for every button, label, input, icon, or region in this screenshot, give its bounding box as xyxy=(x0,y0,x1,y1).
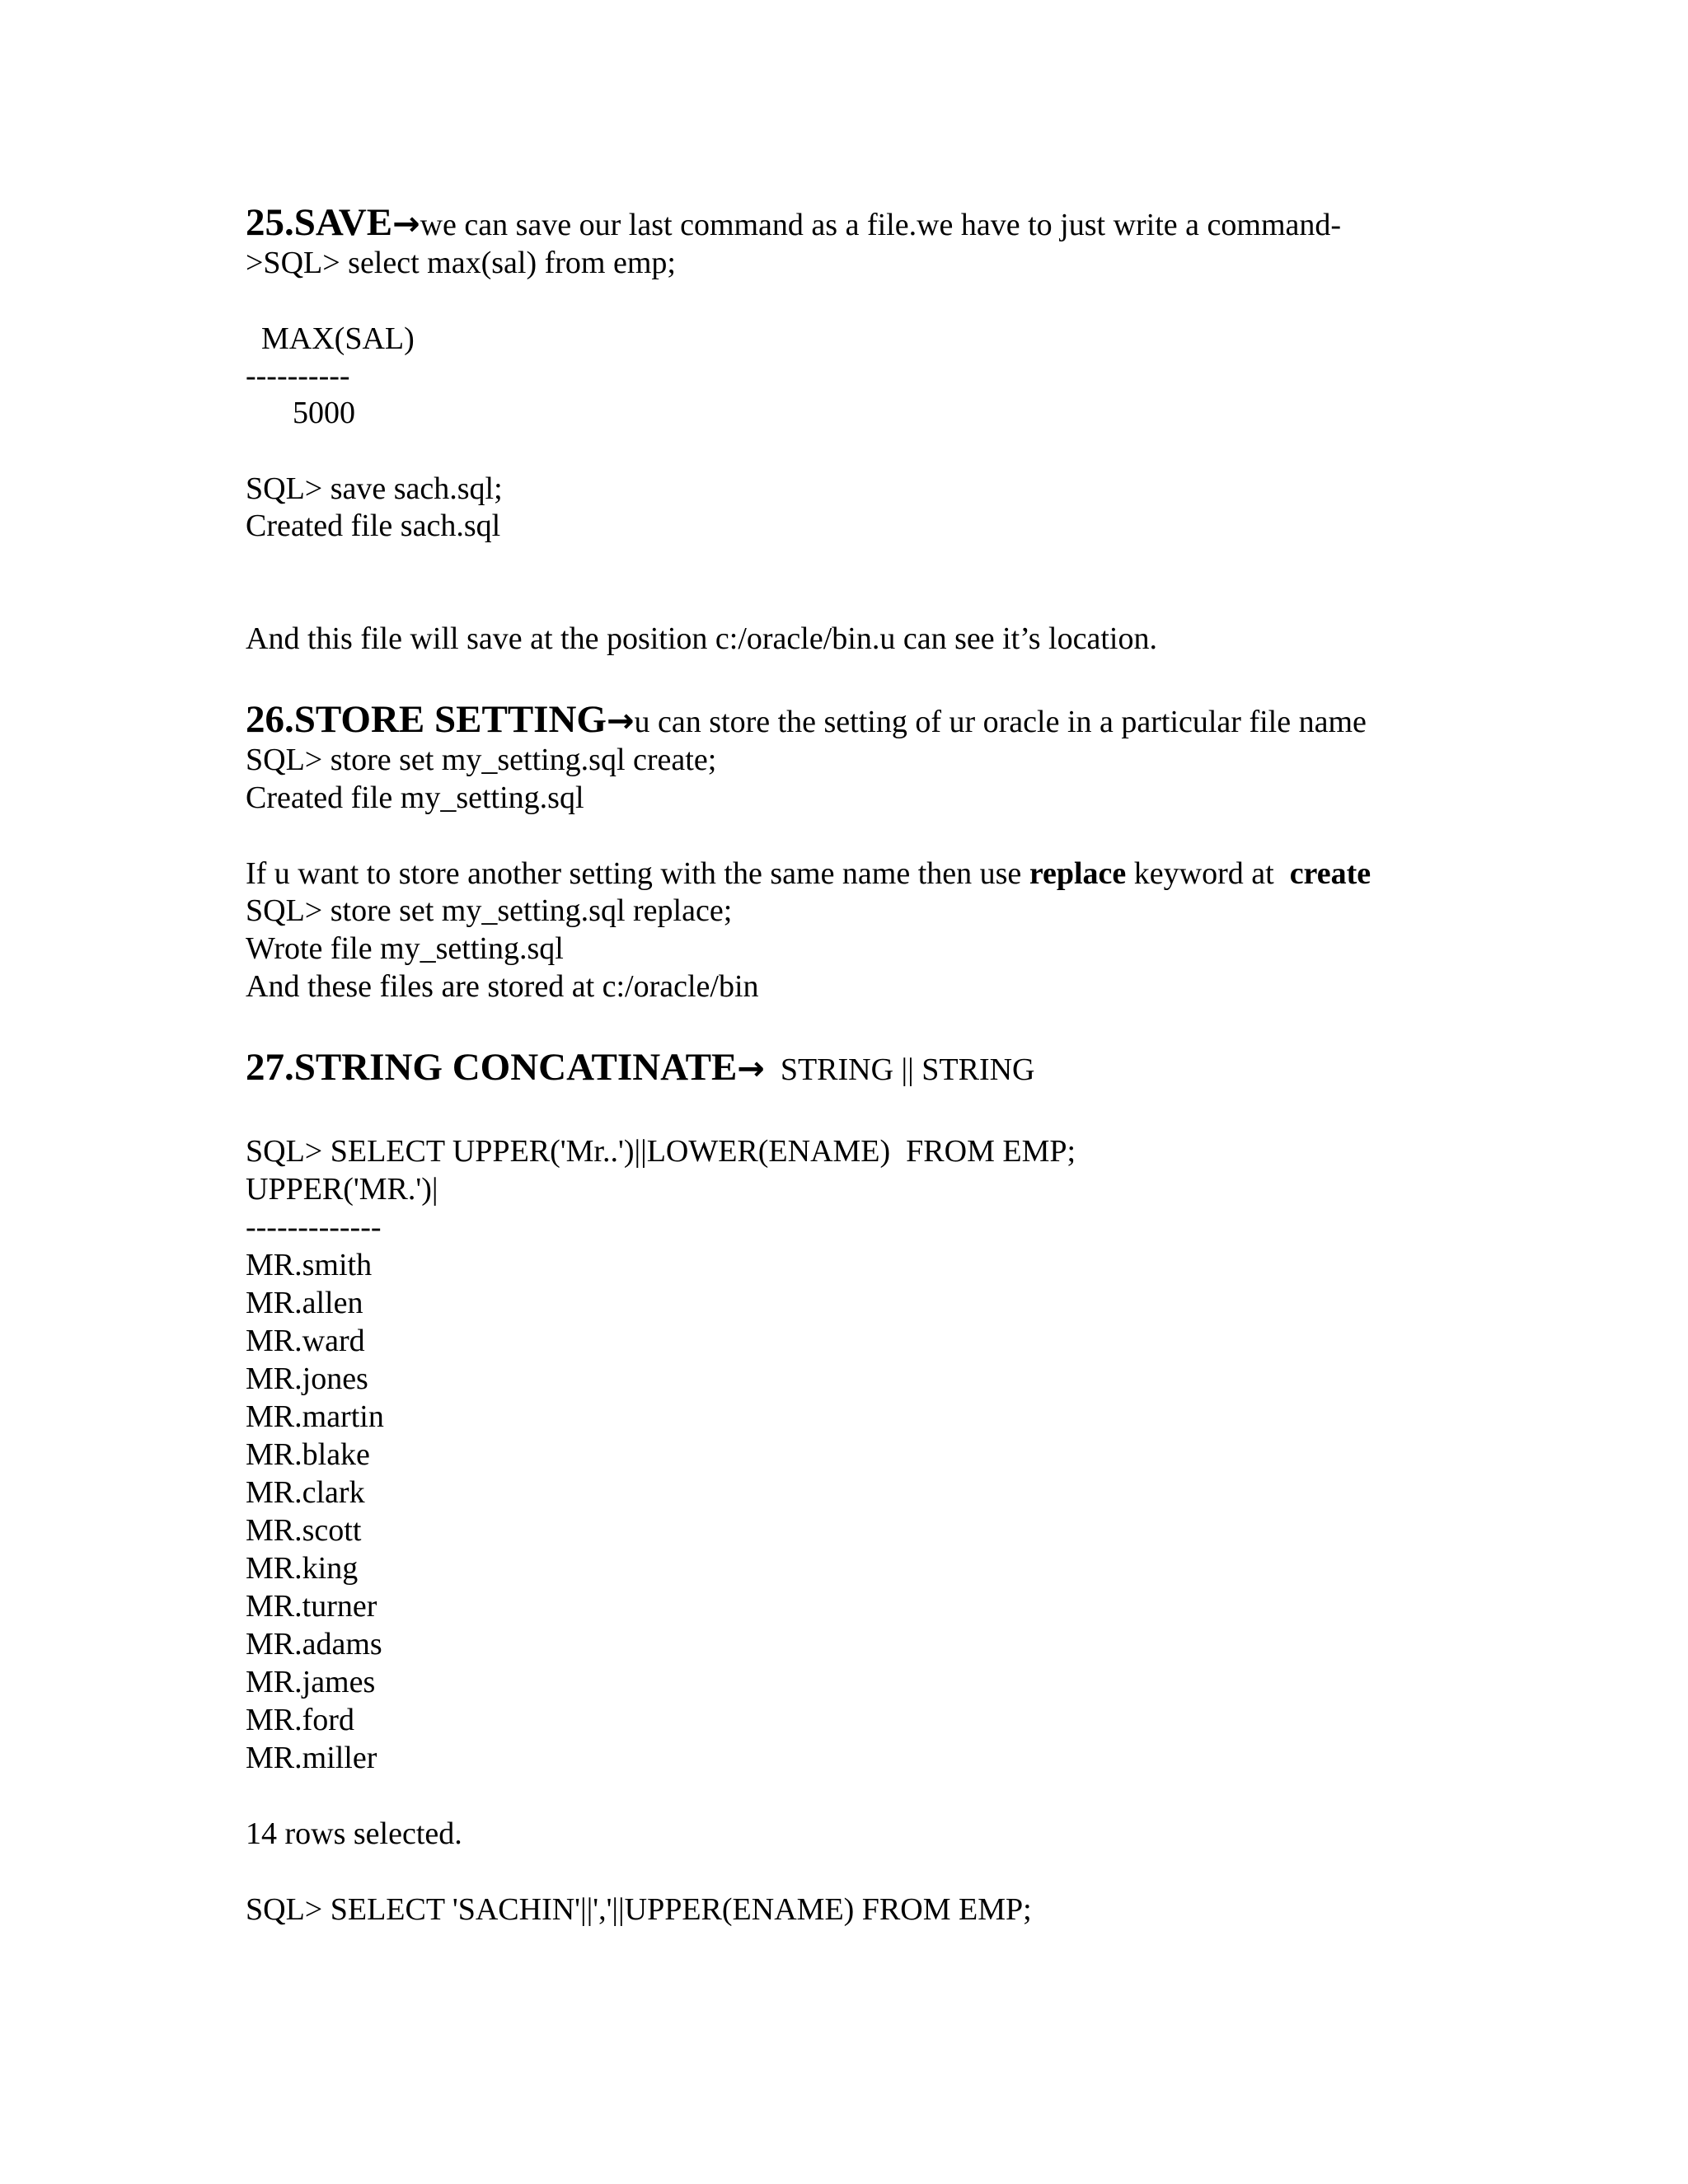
arrow-right-icon: → xyxy=(606,702,635,740)
save-divider: ---------- xyxy=(246,359,350,393)
list-item: MR.jones xyxy=(246,1361,368,1396)
concat-command-1: SQL> SELECT UPPER('Mr..')||LOWER(ENAME) FROM EMP; xyxy=(246,1134,1076,1169)
save-heading-line xyxy=(246,201,1342,244)
store-heading: 26.STORE SETTING xyxy=(246,698,607,741)
store-replace-line xyxy=(246,855,1371,893)
store-command-1: SQL> store set my_setting.sql create; xyxy=(246,743,717,777)
save-intro: we can save our last command as a file.we have to just write a command- xyxy=(420,208,1342,242)
concat-heading-line xyxy=(246,1048,1035,1089)
replace-keyword: replace xyxy=(1029,856,1127,891)
store-replace-pre: If u want to store another setting with the same name then use xyxy=(246,856,1029,891)
save-column-header: MAX(SAL) xyxy=(246,321,415,356)
save-heading: 25.SAVE xyxy=(246,201,393,244)
concat-divider: ------------- xyxy=(246,1210,382,1244)
list-item: MR.james xyxy=(246,1665,376,1699)
list-item: MR.miller xyxy=(246,1741,377,1775)
store-note: And these files are stored at c:/oracle/bin xyxy=(246,969,759,1004)
list-item: MR.adams xyxy=(246,1627,382,1661)
save-value: 5000 xyxy=(246,396,355,430)
concat-rows-selected: 14 rows selected. xyxy=(246,1816,462,1851)
save-result: Created file sach.sql xyxy=(246,509,501,543)
store-result-2: Wrote file my_setting.sql xyxy=(246,931,564,966)
store-replace-mid: keyword at xyxy=(1126,856,1290,891)
list-item: MR.martin xyxy=(246,1399,384,1434)
store-result-1: Created file my_setting.sql xyxy=(246,780,584,815)
list-item: MR.clark xyxy=(246,1475,365,1510)
create-keyword: create xyxy=(1289,856,1372,891)
list-item: MR.blake xyxy=(246,1437,370,1472)
store-heading-line xyxy=(246,698,1367,741)
store-command-2: SQL> store set my_setting.sql replace; xyxy=(246,893,733,928)
concat-column-header: UPPER('MR.')| xyxy=(246,1172,438,1207)
arrow-right-icon: → xyxy=(737,1050,765,1088)
list-item: MR.ward xyxy=(246,1324,365,1358)
store-intro: u can store the setting of ur oracle in a particular file name xyxy=(634,705,1367,739)
list-item: MR.scott xyxy=(246,1513,362,1548)
save-command-2: SQL> save sach.sql; xyxy=(246,471,503,506)
concat-command-2: SQL> SELECT 'SACHIN'||','||UPPER(ENAME) FROM EMP; xyxy=(246,1892,1032,1927)
list-item: MR.ford xyxy=(246,1703,354,1737)
concat-syntax: STRING || STRING xyxy=(764,1052,1035,1087)
save-note: And this file will save at the position c:/oracle/bin.u can see it’s location. xyxy=(246,621,1157,656)
concat-heading: 27.STRING CONCATINATE xyxy=(246,1046,738,1089)
list-item: MR.smith xyxy=(246,1248,373,1282)
list-item: MR.allen xyxy=(246,1286,363,1320)
list-item: MR.king xyxy=(246,1551,359,1586)
arrow-right-icon: → xyxy=(392,205,420,243)
save-command-1: >SQL> select max(sal) from emp; xyxy=(246,246,676,280)
list-item: MR.turner xyxy=(246,1589,377,1624)
